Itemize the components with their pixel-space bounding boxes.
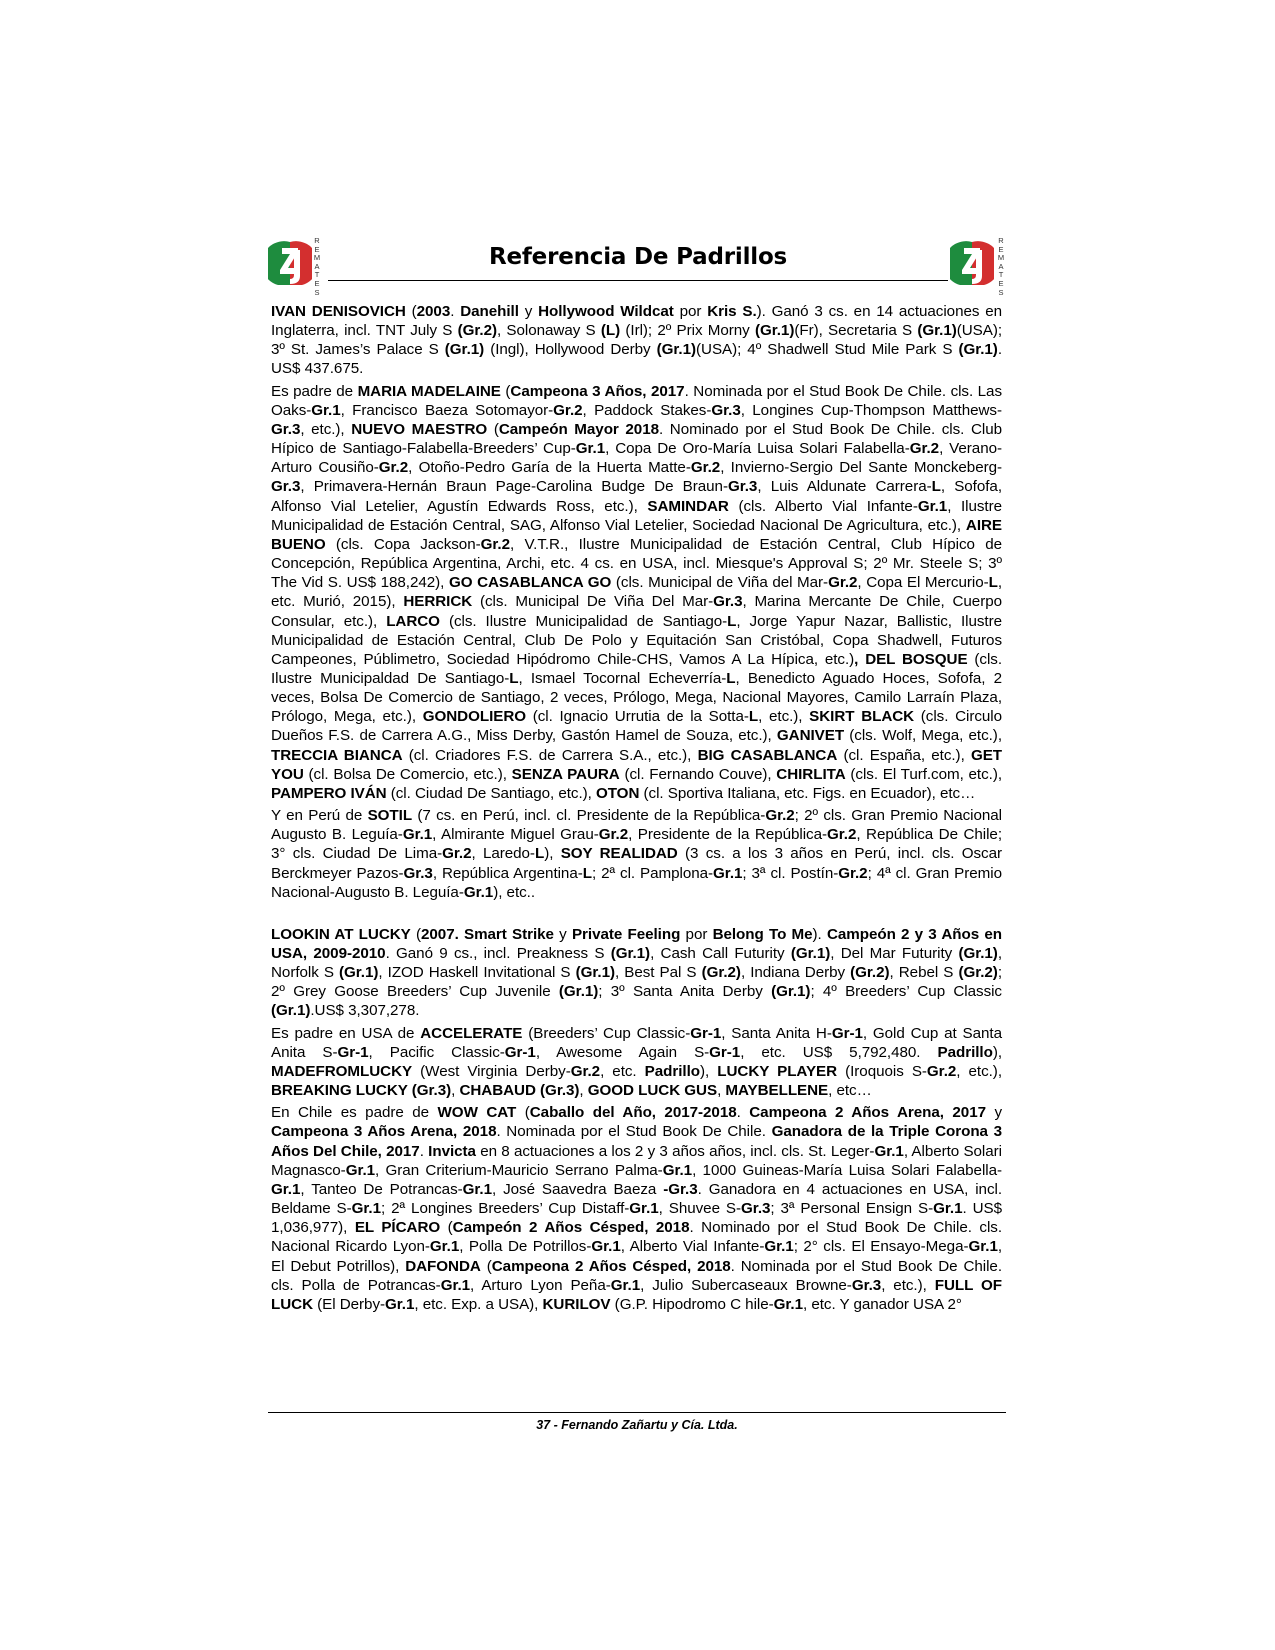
bold-text: KURILOV: [542, 1295, 611, 1313]
text-run: , etc.),: [300, 420, 352, 438]
text-run: , Norfolk S: [271, 945, 1002, 982]
bold-text: Gr.2: [828, 574, 858, 592]
text-run: ; 2° cls. El Ensayo-Mega-: [793, 1238, 969, 1256]
bold-text: (Gr.1): [271, 1002, 311, 1020]
bold-text: Gr.1: [662, 1161, 693, 1179]
text-run: , Paddock Stakes-: [582, 401, 712, 419]
text-run: (cl. Sportiva Italiana, etc. Figs. en Ecuador), etc…: [639, 784, 976, 802]
text-run: (: [405, 303, 417, 320]
bold-text: Gr.3: [403, 864, 433, 882]
text-run: ,: [579, 1082, 588, 1100]
text-run: ),: [992, 1043, 1002, 1061]
remates-side-text: R E M A T E S: [313, 236, 321, 297]
text-run: por: [673, 303, 708, 320]
text-run: , IZOD Haskell Invitational S: [378, 964, 576, 982]
bold-text: (Gr.1): [339, 964, 379, 982]
text-run: (Breeders’ Cup Classic-: [522, 1024, 691, 1042]
bold-text: Gr.2: [926, 1062, 957, 1080]
offspring-paragraph: [271, 806, 1002, 902]
text-run: (cl. Ignacio Urrutia de la Sotta-: [526, 708, 749, 726]
text-run: ),: [544, 845, 561, 863]
text-run: . US$ 437.675.: [271, 341, 1002, 378]
bold-text: Campeona 2 Años Césped, 2018: [491, 1257, 731, 1275]
bold-text: EL PÍCARO: [354, 1219, 441, 1237]
bold-text: (Gr.1): [771, 983, 811, 1001]
text-run: , Invierno-Sergio Del Sante Monckeberg-: [720, 459, 1002, 477]
text-run: , Benedicto Aguado Hoces, Sofofa, 2 veces, Bolsa De Comercio de Santiago, 2 veces, Prólogo, Mega, Nacional Mayores, Camilo Larraín Plaza, Prólogo, Mega, etc.),: [271, 669, 1002, 726]
bold-text: Gr.2: [909, 440, 940, 458]
text-run: , Julio Subercaseaux Browne-: [640, 1276, 852, 1294]
text-run: (: [480, 1257, 492, 1275]
text-run: (USA); 3º St. James’s Palace S: [271, 322, 1002, 359]
bold-text: (Gr.1): [958, 945, 998, 962]
bold-text: Gr.1: [271, 1180, 301, 1198]
text-run: (: [516, 1104, 530, 1122]
text-run: ; 3ª Personal Ensign S-: [770, 1200, 934, 1218]
text-run: ; 2ª cl. Pamplona-: [591, 864, 714, 882]
text-run: , Gold Cup at Santa Anita S-: [271, 1024, 1002, 1061]
bold-text: Gr.1: [345, 1161, 376, 1179]
bold-text: Hollywood Wildcat: [538, 303, 674, 320]
bold-text: Gr.1: [933, 1200, 963, 1218]
text-run: , Alberto Solari Magnasco-: [271, 1142, 1002, 1179]
bold-text: GET YOU: [271, 746, 1003, 783]
text-run: y: [518, 303, 539, 320]
title-divider: [328, 280, 948, 281]
bold-text: Invicta: [428, 1142, 476, 1160]
text-run: , Tanteo De Potrancas-: [300, 1180, 463, 1198]
bold-text: (Gr.1): [444, 341, 485, 359]
bold-text: Gr-1: [504, 1043, 536, 1061]
bold-text: SOY REALIDAD: [560, 845, 678, 863]
text-run: . Ganadora en 4 actuaciones en USA, incl. Beldame S-: [271, 1180, 1002, 1218]
stallion-entry-paragraph: [271, 925, 1002, 1021]
text-run: (Irl); 2º Prix Morny: [620, 322, 755, 340]
text-run: , etc.: [600, 1062, 645, 1080]
text-run: , 1000 Guineas-María Luisa Solari Falabella-: [692, 1161, 1002, 1179]
text-run: , Presidente de la República-: [628, 826, 828, 844]
bold-text: Campeón Mayor 2018: [498, 420, 659, 438]
text-run: . Nominada por el Stud Book De Chile. cls. Las Oaks-: [271, 382, 1003, 419]
zj-remates-logo: [268, 236, 326, 297]
text-run: (Fr), Secretaria S: [794, 322, 918, 340]
bold-text: LARCO: [386, 612, 440, 630]
text-run: , Best Pal S: [614, 964, 702, 982]
bold-text: Campeón 2 y 3 Años en USA, 2009-2010: [271, 925, 1002, 962]
bold-text: Gr.1: [874, 1142, 904, 1160]
bold-text: L: [582, 864, 592, 882]
text-run: (El Derby-: [312, 1295, 386, 1313]
bold-text: GO CASABLANCA GO: [448, 574, 612, 592]
text-run: y: [985, 1104, 1002, 1122]
text-run: , etc. Exp. a USA),: [414, 1295, 543, 1313]
bold-text: (Gr.1): [917, 322, 957, 340]
text-run: (cls. Municipal de Viña del Mar-: [611, 574, 829, 592]
text-run: .US$ 3,307,278.: [310, 1002, 420, 1020]
bold-text: Gr.3: [711, 401, 741, 419]
bold-text: Gr.2: [690, 459, 721, 477]
bold-text: Gr.2: [827, 826, 857, 844]
text-run: , Shuvee S-: [658, 1200, 742, 1218]
bold-text: L: [534, 845, 545, 863]
text-run: , José Saavedra Baeza: [491, 1180, 664, 1198]
bold-text: BIG CASABLANCA: [697, 746, 838, 764]
text-run: (cl. Criadores F.S. de Carrera S.A., etc.),: [402, 746, 698, 764]
text-run: .: [736, 1104, 750, 1122]
footer-divider: [268, 1412, 1006, 1413]
bold-text: Padrillo: [644, 1062, 700, 1080]
remates-side-text: R E M A T E S: [997, 236, 1005, 297]
bold-text: (Gr.2): [850, 964, 890, 982]
bold-text: SENZA PAURA: [511, 765, 620, 783]
bold-text: Gr.1: [917, 497, 948, 515]
text-run: Es padre en USA de: [271, 1024, 421, 1042]
text-run: (cl. Fernando Couve),: [619, 765, 777, 783]
text-run: , Jorge Yapur Nazar, Ballistic, Ilustre Municipalidad de Estación Central, Club De Polo y Equitación San Cristóbal, Copa Shadwell, Futuros Campeones, Públimetro, Sociedad Hipódromo Chile-CHS, Vamos A La Hípica, etc.): [271, 612, 1002, 668]
text-run: (Iroquois S-: [837, 1062, 927, 1080]
text-run: (USA); 4º Shadwell Stud Mile Park S: [696, 341, 959, 359]
bold-text: Gr.1: [311, 401, 341, 419]
bold-text: -Gr.3: [663, 1180, 698, 1198]
text-run: (3 cs. a los 3 años en Perú, incl. cls. Oscar Berckmeyer Pazos-: [271, 845, 1002, 882]
bold-text: Gr.2: [598, 826, 629, 844]
bold-text: (Gr.1): [754, 322, 795, 340]
stallion-entry-paragraph: [271, 302, 1002, 379]
bold-text: Gr.1: [463, 883, 494, 901]
text-run: .: [419, 1142, 429, 1160]
text-run: (: [440, 1219, 453, 1237]
bold-text: Gr.1: [575, 440, 606, 458]
bold-text: LUCKY PLAYER: [717, 1062, 838, 1080]
text-run: ), etc..: [493, 883, 535, 901]
text-run: ; 4ª cl. Gran Premio Nacional-Augusto B. Leguía-: [271, 864, 1002, 901]
page-header: [268, 236, 1008, 297]
text-run: , etc.),: [758, 708, 810, 726]
bold-text: (Gr.1): [558, 983, 599, 1001]
text-run: ). Ganó 3 cs. en 14 actuaciones en Inglaterra, incl. TNT July S: [271, 303, 1003, 340]
text-run: . US$ 1,036,977),: [271, 1200, 1003, 1237]
text-run: , etc. Murió, 2015),: [271, 574, 1003, 611]
text-run: , El Debut Potrillos),: [271, 1238, 1003, 1275]
bold-text: Gr.2: [765, 807, 795, 825]
bold-text: Gr.2: [553, 401, 583, 419]
bold-text: Gr.1: [713, 864, 743, 882]
text-run: ; 3º Santa Anita Derby: [598, 983, 772, 1001]
bold-text: Gr.2: [442, 845, 472, 863]
text-run: , Del Mar Futurity: [830, 945, 959, 962]
text-run: , República De Chile; 3° cls. Ciudad De Lima-: [271, 826, 1002, 863]
bold-text: CHIRLITA: [776, 765, 846, 783]
text-run: ; 4º Breeders’ Cup Classic: [810, 983, 1002, 1001]
bold-text: PAMPERO IVÁN: [271, 784, 387, 802]
text-run: ).: [812, 925, 827, 943]
text-run: (cl. Ciudad De Santiago, etc.),: [386, 784, 596, 802]
bold-text: , DEL BOSQUE: [854, 650, 968, 668]
text-run: (cls. Ilustre Municipalidad de Santiago-: [439, 612, 728, 630]
text-run: (G.P. Hipodromo C hile-: [610, 1295, 774, 1313]
bold-text: (Gr.2): [457, 322, 497, 340]
page-title: Referencia De Padrillos: [488, 244, 788, 270]
text-run: , V.T.R., Ilustre Municipalidad de Estación Central, Club Hípico de Concepción, República Argentina, Archi, etc. 4 cs. en USA, incl. Miesque's Approval S; 2º Mr. Steele S; 3º The Vid S. US$ 188,242),: [271, 535, 1003, 592]
bold-text: Gr.2: [480, 535, 510, 553]
text-run: , Arturo Lyon Peña-: [470, 1276, 611, 1294]
bold-text: Belong To Me: [712, 925, 813, 943]
bold-text: Gr.1: [440, 1276, 471, 1294]
bold-text: Gr-1: [337, 1043, 369, 1061]
text-run: , Santa Anita H-: [721, 1024, 832, 1042]
bold-text: BREAKING LUCKY (Gr.3): [271, 1082, 452, 1100]
bold-text: DAFONDA: [405, 1257, 481, 1275]
text-run: en 8 actuaciones a los 2 y 3 años años, incl. cls. St. Leger-: [475, 1142, 875, 1160]
bold-text: NUEVO MAESTRO: [351, 420, 488, 438]
text-run: . Nominado por el Stud Book De Chile. cls. Nacional Ricardo Lyon-: [271, 1219, 1002, 1256]
bold-text: Gr.1: [429, 1238, 460, 1256]
bold-text: Gr.1: [610, 1276, 641, 1294]
text-run: , Marina Mercante De Chile, Cuerpo Consular, etc.),: [271, 593, 1003, 630]
bold-text: Gr.1: [591, 1238, 621, 1256]
bold-text: OTON: [595, 784, 640, 802]
text-run: ; 2º cls. Gran Premio Nacional Augusto B. Leguía-: [271, 807, 1003, 844]
text-run: , etc…: [828, 1082, 872, 1100]
bold-text: GANIVET: [776, 727, 845, 745]
bold-text: Gr-1: [690, 1024, 722, 1042]
text-run: ,: [717, 1082, 726, 1100]
bold-text: WOW CAT: [437, 1104, 517, 1122]
text-run: , Rebel S: [889, 964, 959, 982]
bold-text: (Gr.1): [610, 945, 651, 962]
bold-text: Gr.1: [968, 1238, 998, 1256]
stallion-references: [271, 302, 1002, 1317]
bold-text: L: [931, 478, 941, 496]
text-run: por: [680, 925, 713, 943]
text-run: , Gran Criterium-Mauricio Serrano Palma-: [375, 1161, 663, 1179]
bold-text: Gr.1: [385, 1295, 415, 1313]
bold-text: Gr.1: [764, 1238, 794, 1256]
text-run: Es padre de: [271, 382, 358, 400]
text-run: , Polla De Potrillos-: [459, 1238, 592, 1256]
text-run: , etc.),: [956, 1062, 1002, 1080]
bold-text: Kris S.: [707, 303, 757, 320]
bold-text: Gr.3: [713, 593, 743, 611]
text-run: (: [487, 420, 499, 438]
text-run: , República Argentina-: [432, 864, 583, 882]
bold-text: Gr.2: [570, 1062, 601, 1080]
text-run: ),: [699, 1062, 718, 1080]
bold-text: L: [726, 669, 736, 687]
bold-text: (Gr.1): [958, 341, 998, 359]
bold-text: Campeona 3 Años, 2017: [510, 382, 685, 400]
text-run: , Cash Call Futurity: [650, 945, 791, 962]
text-run: (: [410, 925, 421, 943]
bold-text: HERRICK: [403, 593, 473, 611]
bold-text: GOOD LUCK GUS: [587, 1082, 718, 1100]
offspring-paragraph: [271, 1024, 1002, 1101]
text-run: , Luis Aldunate Carrera-: [757, 478, 932, 496]
bold-text: SOTIL: [367, 807, 413, 825]
text-run: (cls. Municipal De Viña Del Mar-: [472, 593, 714, 611]
text-run: . Ganó 9 cs., incl. Preakness S: [385, 945, 611, 962]
text-run: , etc. Y ganador USA 2°: [803, 1295, 962, 1313]
text-run: , Francisco Baeza Sotomayor-: [340, 401, 554, 419]
bold-text: Gr.3: [271, 478, 301, 496]
bold-text: Gr.3: [727, 478, 758, 496]
text-run: , Almirante Miguel Grau-: [432, 826, 599, 844]
bold-text: CHABAUD (Gr.3): [459, 1082, 580, 1100]
bold-text: ACCELERATE: [420, 1024, 523, 1042]
bold-text: Gr-1: [831, 1024, 863, 1042]
bold-text: Gr.1: [402, 826, 433, 844]
text-run: , Laredo-: [471, 845, 535, 863]
text-run: , Ismael Tocornal Echeverría-: [518, 669, 727, 687]
offspring-paragraph: [271, 1103, 1002, 1314]
bold-text: LOOKIN AT LUCKY: [271, 925, 411, 943]
text-run: , Otoño-Pedro Garía de la Huerta Matte-: [408, 459, 691, 477]
bold-text: (Gr.1): [656, 341, 697, 359]
text-run: y: [553, 925, 572, 943]
text-run: , Sofofa, Alfonso Vial Letelier, Agustín Edwards Ross, etc.),: [271, 478, 1002, 515]
bold-text: Gr.2: [838, 864, 868, 882]
text-run: (cls. Circulo Dueños F.S. de Carrera A.G., Miss Derby, Gastón Hamel de Souza, etc.),: [271, 708, 1003, 745]
text-run: (cls. Alberto Vial Infante-: [728, 497, 918, 515]
bold-text: Gr.1: [773, 1295, 803, 1313]
bold-text: MADEFROMLUCKY: [271, 1062, 413, 1080]
text-run: , etc.),: [881, 1276, 935, 1294]
text-run: , Alberto Vial Infante-: [620, 1238, 765, 1256]
text-run: (cls. Ilustre Municipaldad De Santiago-: [271, 650, 1002, 687]
text-run: (: [500, 382, 511, 400]
bold-text: (Gr.2): [958, 964, 998, 982]
bold-text: SKIRT BLACK: [809, 708, 915, 726]
text-run: ; 2ª Longines Breeders’ Cup Distaff-: [381, 1200, 630, 1218]
text-run: , Solonaway S: [497, 322, 601, 340]
bold-text: Danehill: [460, 303, 519, 320]
zj-remates-logo: [950, 236, 1008, 297]
text-run: , Primavera-Hernán Braun Page-Carolina Budge De Braun-: [300, 478, 728, 496]
text-run: , Awesome Again S-: [535, 1043, 710, 1061]
bold-text: Gr.3: [851, 1276, 882, 1294]
bold-text: (Gr.1): [575, 964, 615, 982]
text-run: , Pacific Classic-: [368, 1043, 505, 1061]
text-run: ,: [451, 1082, 460, 1100]
bold-text: L: [988, 574, 998, 592]
bold-text: AIRE BUENO: [271, 516, 1002, 553]
bold-text: MARIA MADELAINE: [357, 382, 501, 400]
bold-text: Ganadora de la Triple Corona 3 Años Del Chile, 2017: [271, 1123, 1003, 1160]
text-run: En Chile es padre de: [271, 1104, 438, 1122]
text-run: , Copa De Oro-María Luisa Solari Falabella-: [605, 440, 910, 458]
text-run: ; 2º Grey Goose Breeders’ Cup Juvenile: [271, 964, 1002, 1001]
bold-text: (Gr.2): [701, 964, 741, 982]
bold-text: (L): [600, 322, 621, 340]
bold-text: Gr.1: [462, 1180, 492, 1198]
text-run: (cl. España, etc.),: [837, 746, 971, 764]
bold-text: MAYBELLENE: [725, 1082, 829, 1100]
text-run: .: [450, 303, 461, 320]
text-run: (cl. Bolsa De Comercio, etc.),: [303, 765, 512, 783]
bold-text: Private Feeling: [571, 925, 681, 943]
text-run: , etc. US$ 5,792,480.: [740, 1043, 938, 1061]
text-run: , Verano-Arturo Cousiño-: [271, 440, 1003, 477]
text-run: (cls. Wolf, Mega, etc.),: [844, 727, 1002, 745]
text-run: (cls. El Turf.com, etc.),: [845, 765, 1002, 783]
text-run: (7 cs. en Perú, incl. cl. Presidente de la República-: [412, 807, 766, 825]
bold-text: IVAN DENISOVICH: [271, 303, 406, 320]
bold-text: Campeona 2 Años Arena, 2017: [749, 1104, 986, 1122]
bold-text: L: [748, 708, 759, 726]
bold-text: Gr.3: [741, 1200, 771, 1218]
bold-text: Caballo del Año, 2017-2018: [529, 1104, 737, 1122]
bold-text: (Gr.1): [790, 945, 831, 962]
text-run: Y en Perú de: [271, 807, 368, 825]
bold-text: FULL OF LUCK: [271, 1276, 1002, 1313]
text-run: (cls. Copa Jackson-: [325, 535, 481, 553]
bold-text: Gr.1: [629, 1200, 659, 1218]
bold-text: L: [509, 669, 519, 687]
bold-text: Padrillo: [937, 1043, 993, 1061]
text-run: (Ingl), Hollywood Derby: [484, 341, 657, 359]
text-run: , Indiana Derby: [740, 964, 851, 982]
bold-text: SAMINDAR: [647, 497, 729, 515]
bold-text: Campeón 2 Años Césped, 2018: [452, 1219, 690, 1237]
bold-text: L: [727, 612, 737, 630]
text-run: (West Virginia Derby-: [412, 1062, 571, 1080]
text-run: , Longines Cup-Thompson Matthews-: [740, 401, 1002, 419]
bold-text: Gr.1: [351, 1200, 381, 1218]
bold-text: 2003: [416, 303, 451, 320]
text-run: . Nominado por el Stud Book De Chile. cls. Club Hípico de Santiago-Falabella-Breeders’ Cup-: [271, 420, 1002, 458]
text-run: ; 3ª cl. Postín-: [742, 864, 839, 882]
bold-text: TRECCIA BIANCA: [271, 746, 403, 764]
bold-text: 2007. Smart Strike: [421, 925, 554, 943]
bold-text: Gr.2: [378, 459, 409, 477]
bold-text: GONDOLIERO: [422, 708, 527, 726]
page-footer: 37 - Fernando Zañartu y Cía. Ltda.: [536, 1418, 738, 1432]
offspring-paragraph: [271, 382, 1002, 803]
text-run: . Nominada por el Stud Book De Chile.: [496, 1123, 772, 1141]
bold-text: Gr-1: [709, 1043, 741, 1061]
bold-text: Gr.3: [271, 420, 301, 438]
text-run: , Copa El Mercurio-: [857, 574, 989, 592]
text-run: , Ilustre Municipalidad de Estación Central, SAG, Alfonso Vial Letelier, Sociedad Nacional De Agricultura, etc.),: [271, 497, 1003, 534]
bold-text: Campeona 3 Años Arena, 2018: [271, 1123, 497, 1141]
text-run: . Nominada por el Stud Book De Chile. cls. Polla de Potrancas-: [271, 1257, 1002, 1294]
